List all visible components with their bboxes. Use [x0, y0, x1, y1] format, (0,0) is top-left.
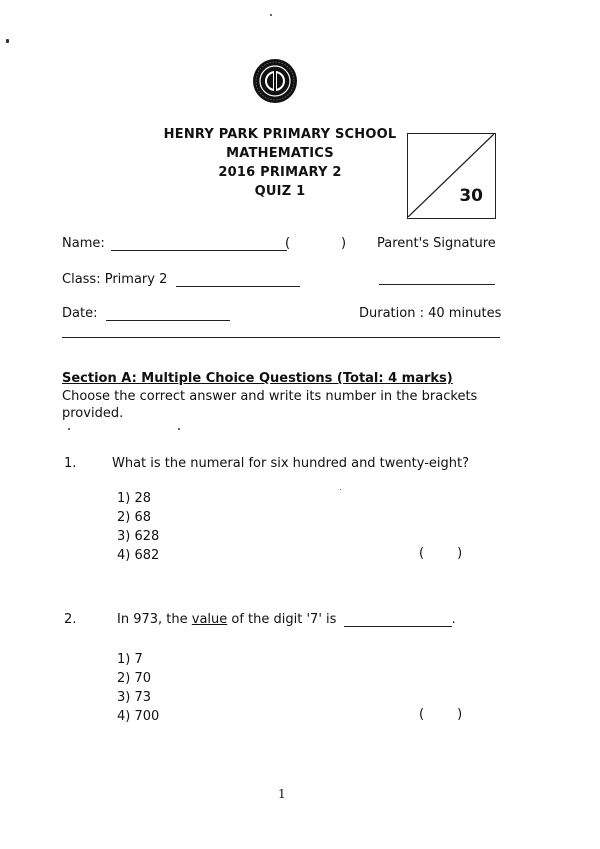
question-2-text	[117, 612, 456, 627]
question-1-options	[117, 489, 159, 565]
scan-speck	[178, 428, 180, 430]
option-2: 2) 68	[117, 510, 152, 525]
question-1-number: 1.	[64, 456, 77, 471]
class-field[interactable]	[62, 272, 300, 287]
name-label: Name:	[62, 236, 105, 251]
option-4: 4) 700	[117, 709, 160, 724]
question-2-text-after: of the digit '7' is	[227, 612, 337, 627]
option-1: 1) 28	[117, 491, 152, 506]
question-2-underlined-word: value	[191, 612, 228, 627]
section-a-instruction-2: provided.	[62, 406, 124, 421]
date-field[interactable]	[62, 306, 230, 321]
duration-text: Duration : 40 minutes	[359, 306, 502, 321]
section-a-instruction-1: Choose the correct answer and write its number in the brackets	[62, 389, 478, 404]
school-crest-logo	[252, 58, 298, 104]
question-2-number: 2.	[64, 612, 77, 627]
name-blank[interactable]	[111, 237, 287, 251]
option-4: 4) 682	[117, 548, 160, 563]
scan-speck	[68, 428, 70, 430]
section-a-title: Section A: Multiple Choice Questions (Total: 4 marks)	[62, 371, 453, 386]
option-3: 3) 73	[117, 690, 152, 705]
parent-signature-line[interactable]	[379, 284, 495, 285]
date-blank[interactable]	[106, 307, 230, 321]
date-label: Date:	[62, 306, 98, 321]
question-2-blank[interactable]	[344, 613, 452, 627]
question-2-options	[117, 650, 159, 726]
question-2-answer-bracket[interactable]: ( )	[419, 707, 463, 722]
quiz-title: QUIZ 1	[254, 184, 306, 199]
option-2: 2) 70	[117, 671, 152, 686]
school-name: HENRY PARK PRIMARY SCHOOL	[163, 127, 397, 142]
option-1: 1) 7	[117, 652, 143, 667]
question-2-blank-end: .	[451, 612, 456, 627]
parent-signature-label: Parent's Signature	[377, 236, 496, 251]
class-label: Class: Primary 2	[62, 272, 168, 287]
subject-title: MATHEMATICS	[226, 146, 334, 161]
register-open-bracket: (	[285, 236, 291, 251]
scan-speck	[6, 39, 9, 43]
header-divider	[62, 337, 500, 338]
total-marks: 30	[459, 186, 483, 206]
question-2-text-before: In 973, the	[117, 612, 192, 627]
page-number: 1	[278, 787, 286, 801]
score-box	[407, 133, 496, 219]
question-1-answer-bracket[interactable]: ( )	[419, 546, 463, 561]
register-close-bracket: )	[341, 236, 347, 251]
scan-speck	[270, 14, 272, 16]
option-3: 3) 628	[117, 529, 160, 544]
question-1-text: What is the numeral for six hundred and twenty-eight?	[112, 456, 470, 471]
year-level: 2016 PRIMARY 2	[218, 165, 342, 180]
class-blank[interactable]	[176, 273, 300, 287]
name-field[interactable]	[62, 236, 287, 251]
scan-speck	[340, 489, 341, 490]
